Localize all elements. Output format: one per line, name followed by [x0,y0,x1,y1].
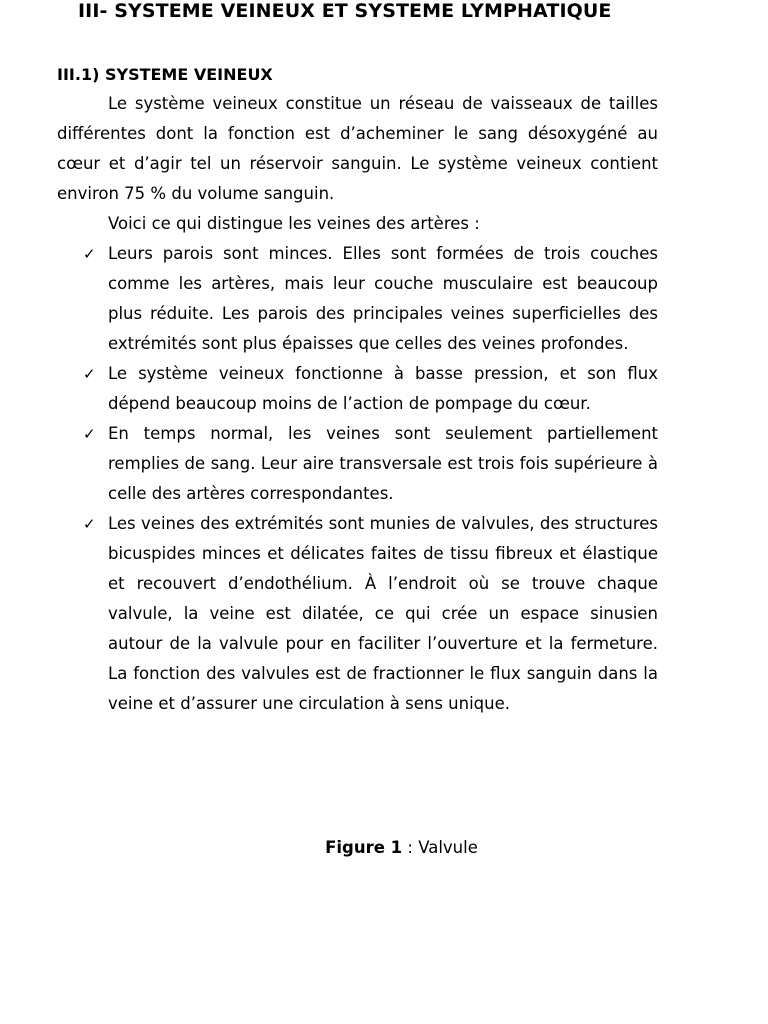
check-icon: ✓ [83,515,96,533]
check-icon: ✓ [83,425,96,443]
page-title: III- SYSTEME VEINEUX ET SYSTEME LYMPHATIQUE [78,0,612,22]
check-icon: ✓ [83,365,96,383]
figure-label: Figure 1 [325,838,403,857]
caption-text: Valvule [418,838,478,857]
bullet-text: Leurs parois sont minces. Elles sont formées de trois couches comme les artères, mais leur couche musculaire est beaucoup plus réduite. Les parois des principales veines superficielles des extrémités sont plus épaisses que celles des veines profondes. [108,244,658,353]
caption-separator: : [402,838,419,857]
intro-paragraph: Le système veineux constitue un réseau de vaisseaux de tailles différentes dont la fonction est d’acheminer le sang désoxygéné au cœur et d’agir tel un réservoir sanguin. Le système veineux contient environ 75 % du volume sanguin. [57,94,658,203]
figure-caption [0,838,768,857]
section-title: III.1) SYSTEME VEINEUX [57,65,273,84]
list-item [57,359,658,419]
bullet-text: Le système veineux fonctionne à basse pression, et son flux dépend beaucoup moins de l’action de pompage du cœur. [108,364,658,413]
bullet-text: En temps normal, les veines sont seulement partiellement remplies de sang. Leur aire transversale est trois fois supérieure à celle des artères correspondantes. [108,424,658,503]
body-text [57,89,658,719]
list-item [57,239,658,359]
lead-in-line: Voici ce qui distingue les veines des artères : [108,214,480,233]
bullet-list [57,239,658,719]
list-item [57,419,658,509]
bullet-text: Les veines des extrémités sont munies de valvules, des structures bicuspides minces et délicates faites de tissu fibreux et élastique et recouvert d’endothélium. À l’endroit où se trouve chaque valvule, la veine est dilatée, ce qui crée un espace sinusien autour de la valvule pour en faciliter l’ouverture et la fermeture. La fonction des valvules est de fractionner le flux sanguin dans la veine et d’assurer une circulation à sens unique. [108,514,658,713]
list-item [57,509,658,719]
check-icon: ✓ [83,245,96,263]
